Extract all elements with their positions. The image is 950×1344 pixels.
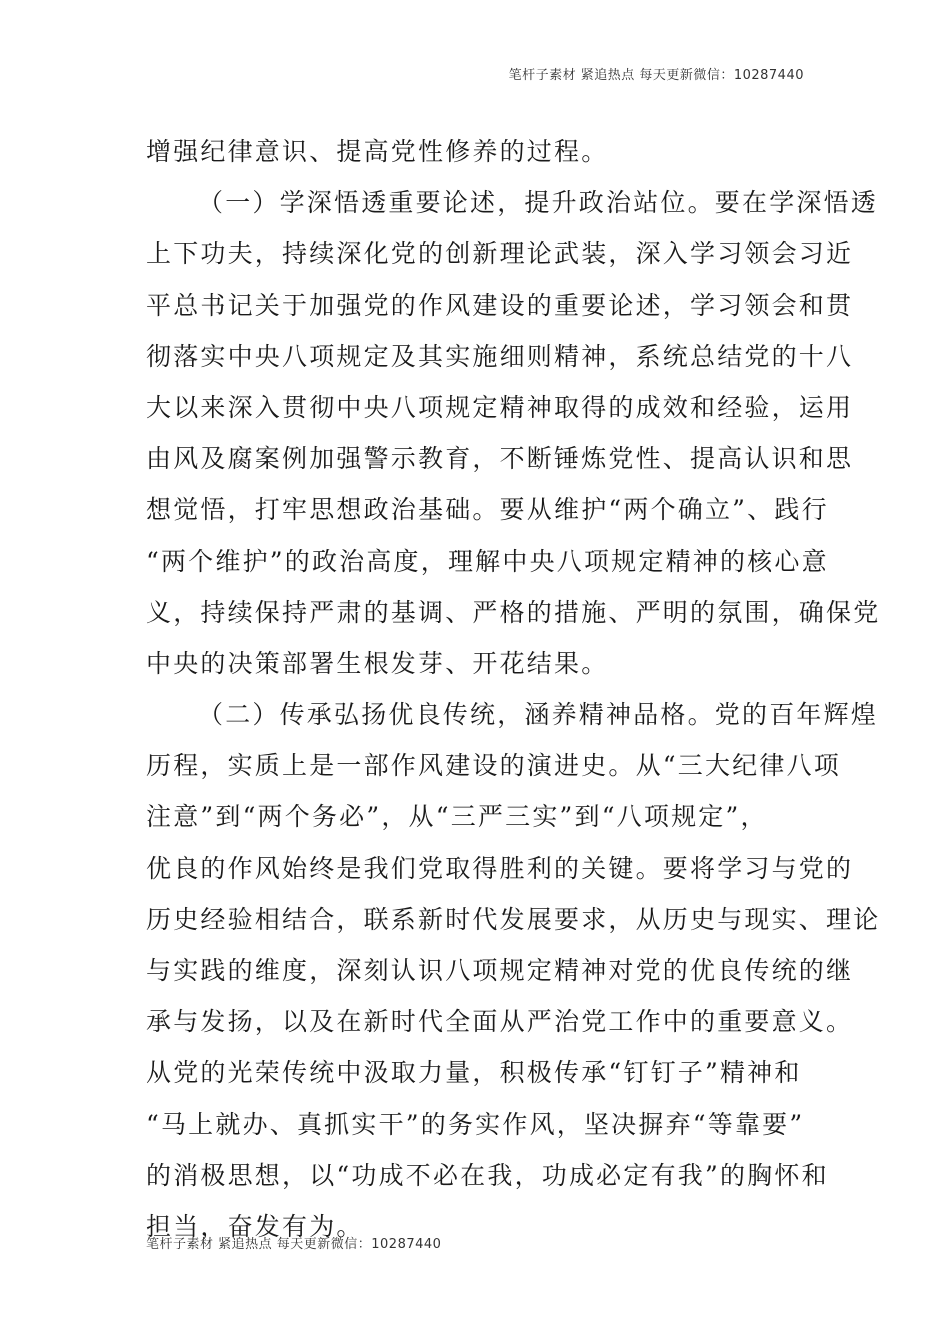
body-line: 上下功夫，持续深化党的创新理论武装，深入学习领会习近 <box>146 239 854 269</box>
body-line: 承与发扬，以及在新时代全面从严治党工作中的重要意义。 <box>146 1007 854 1037</box>
body-line: 由风及腐案例加强警示教育，不断锤炼党性、提高认识和思 <box>146 444 854 474</box>
body-line: 与实践的维度，深刻认识八项规定精神对党的优良传统的继 <box>146 956 854 985</box>
body-line: 中央的决策部署生根发芽、开花结果。 <box>146 648 609 678</box>
body-line: 优良的作风始终是我们党取得胜利的关键。要将学习与党的 <box>146 853 854 883</box>
footer-watermark-note: 笔杆子素材 紧追热点 每天更新微信：10287440 <box>146 1237 442 1252</box>
body-line: 平总书记关于加强党的作风建设的重要论述，学习领会和贯 <box>146 290 854 320</box>
body-line: 大以来深入贯彻中央八项规定精神取得的成效和经验，运用 <box>146 392 854 422</box>
header-watermark-note: 笔杆子素材 紧追热点 每天更新微信：10287440 <box>508 68 804 83</box>
body-line: 历史经验相结合，联系新时代发展要求，从历史与现实、理论 <box>146 904 881 934</box>
body-line: 增强纪律意识、提高党性修养的过程。 <box>146 137 609 166</box>
document-body <box>146 126 881 1252</box>
body-line: 历程，实质上是一部作风建设的演进史。从“三大纪律八项 <box>146 751 841 781</box>
body-line: “马上就办、真抓实干”的务实作风，坚决摒弃“等靠要” <box>146 1109 805 1139</box>
body-line: 想觉悟，打牢思想政治基础。要从维护“两个确立”、践行 <box>146 495 829 525</box>
body-line: 担当，奋发有为。 <box>146 1211 364 1241</box>
body-line: 的消极思想，以“功成不必在我，功成必定有我”的胸怀和 <box>146 1160 829 1190</box>
body-line: 彻落实中央八项规定及其实施细则精神，系统总结党的十八 <box>146 341 854 371</box>
body-line: 注意”到“两个务必”，从“三严三实”到“八项规定”， <box>146 802 768 832</box>
section-heading-line: （二）传承弘扬优良传统，涵养精神品格。党的百年辉煌 <box>198 700 879 730</box>
body-line: 从党的光荣传统中汲取力量，积极传承“钉钉子”精神和 <box>146 1058 802 1088</box>
body-line: 义，持续保持严肃的基调、严格的措施、严明的氛围，确保党 <box>146 597 881 627</box>
body-line: “两个维护”的政治高度，理解中央八项规定精神的核心意 <box>146 546 829 576</box>
section-heading-line: （一）学深悟透重要论述，提升政治站位。要在学深悟透 <box>198 188 879 218</box>
